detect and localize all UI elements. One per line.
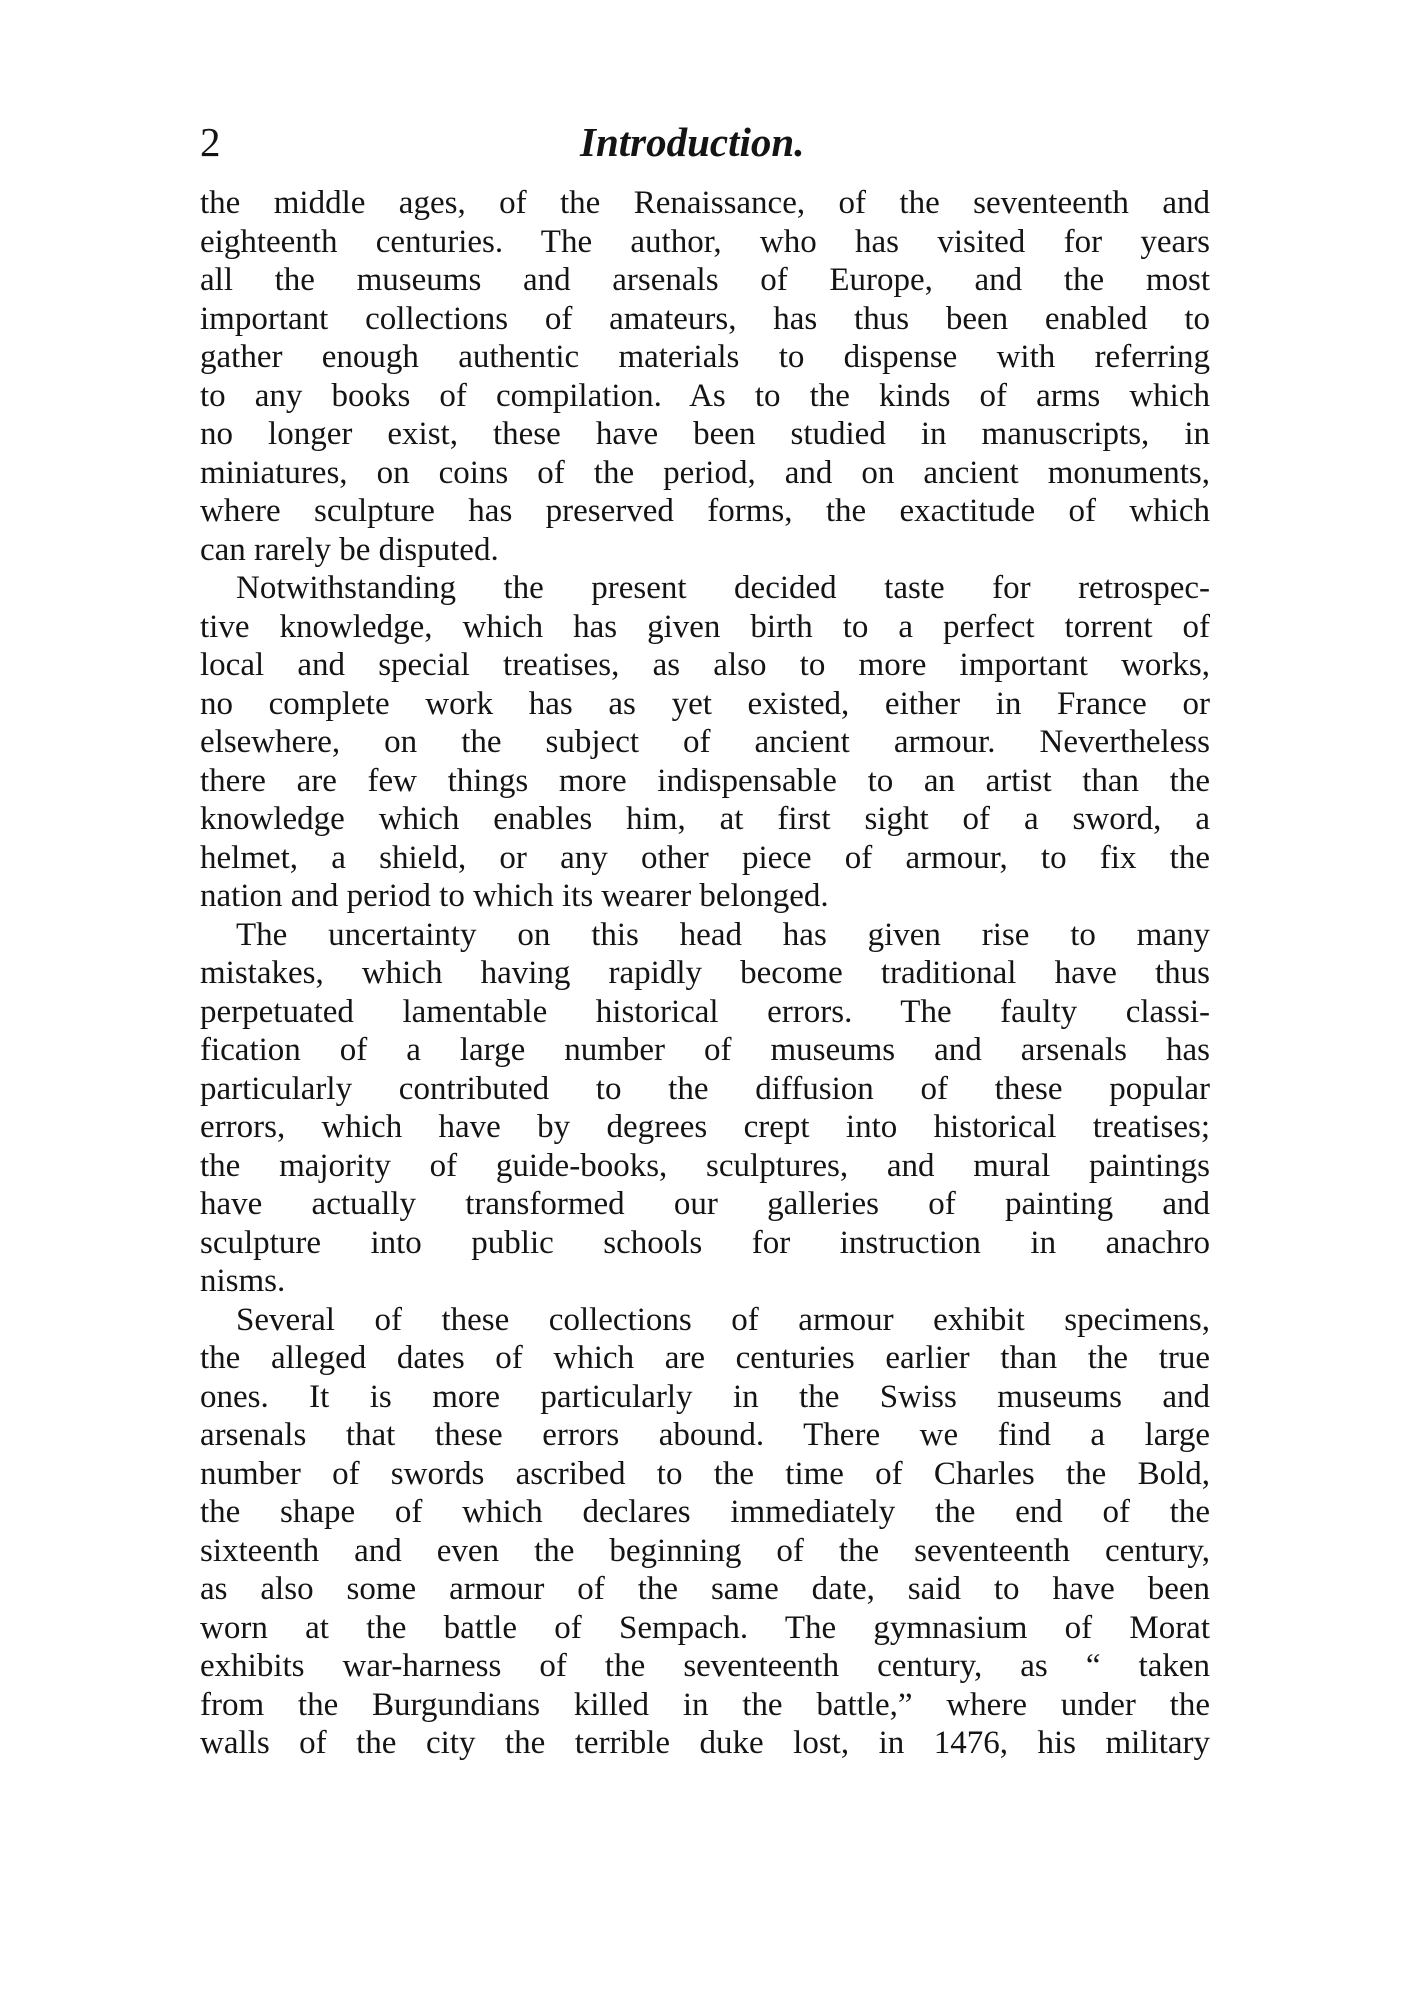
text-line: number of swords ascribed to the time of Charles the Bold,	[200, 1455, 1210, 1492]
text-line: fication of a large number of museums and arsenals has	[200, 1032, 1210, 1068]
text-line: important collections of amateurs, has thus been enabled to	[200, 300, 1210, 337]
text-line: all the museums and arsenals of Europe, and the most	[200, 262, 1210, 298]
text-line: gather enough authentic materials to dispense with referring	[200, 339, 1210, 375]
text-line: arsenals that these errors abound. There we find a large	[200, 1417, 1210, 1453]
text-line: Several of these collections of armour exhibit specimens,	[236, 1301, 1210, 1338]
text-line: local and special treatises, as also to more important works,	[200, 647, 1210, 683]
text-line: elsewhere, on the subject of ancient armour. Nevertheless	[200, 724, 1210, 760]
text-line: the shape of which declares immediately the end of the	[200, 1494, 1210, 1530]
text-line: miniatures, on coins of the period, and on ancient monuments,	[200, 454, 1210, 491]
text-line: particularly contributed to the diffusion of these popular	[200, 1070, 1210, 1107]
text-line: walls of the city the terrible duke lost, in 1476, his military	[200, 1725, 1210, 1761]
text-line: where sculpture has preserved forms, the exactitude of which	[200, 493, 1210, 529]
text-line: the middle ages, of the Renaissance, of the seventeenth and	[200, 185, 1210, 221]
body-text	[200, 184, 1210, 1763]
text-line: Notwithstanding the present decided taste for retrospec-	[236, 570, 1210, 606]
paragraph-1	[200, 184, 1210, 569]
running-head-title: Introduction.	[580, 119, 805, 165]
text-line: eighteenth centuries. The author, who has visited for years	[200, 223, 1210, 260]
text-line: no complete work has as yet existed, either in France or	[200, 685, 1210, 722]
text-line: the majority of guide-books, sculptures, and mural paintings	[200, 1147, 1210, 1184]
page-number: 2	[200, 119, 221, 165]
paragraph-4	[200, 1301, 1210, 1763]
text-line: can rarely be disputed.	[200, 531, 499, 568]
text-line: The uncertainty on this head has given rise to many	[236, 916, 1210, 953]
text-line: exhibits war-harness of the seventeenth century, as “ taken	[200, 1648, 1210, 1684]
text-line: to any books of compilation. As to the kinds of arms which	[200, 377, 1210, 414]
text-line: mistakes, which having rapidly become traditional have thus	[200, 955, 1210, 991]
text-line: nisms.	[200, 1263, 286, 1299]
text-line: sixteenth and even the beginning of the seventeenth century,	[200, 1532, 1210, 1569]
paragraph-2	[200, 569, 1210, 916]
text-line: errors, which have by degrees crept into historical treatises;	[200, 1109, 1210, 1145]
text-line: from the Burgundians killed in the battle,” where under the	[200, 1686, 1210, 1723]
text-line: no longer exist, these have been studied in manuscripts, in	[200, 416, 1210, 452]
text-line: the alleged dates of which are centuries earlier than the true	[200, 1340, 1210, 1376]
running-head	[200, 112, 1210, 172]
text-line: ones. It is more particularly in the Swiss museums and	[200, 1378, 1210, 1415]
text-line: have actually transformed our galleries of painting and	[200, 1186, 1210, 1222]
text-line: nation and period to which its wearer belonged.	[200, 878, 829, 914]
text-line: there are few things more indispensable to an artist than the	[200, 762, 1210, 799]
text-line: tive knowledge, which has given birth to a perfect torrent of	[200, 608, 1210, 645]
text-line: knowledge which enables him, at first sight of a sword, a	[200, 801, 1210, 837]
text-line: worn at the battle of Sempach. The gymnasium of Morat	[200, 1609, 1210, 1646]
text-line: as also some armour of the same date, said to have been	[200, 1571, 1210, 1607]
text-line: helmet, a shield, or any other piece of armour, to fix the	[200, 839, 1210, 876]
paragraph-3	[200, 916, 1210, 1301]
text-line: sculpture into public schools for instruction in anachro	[200, 1224, 1210, 1261]
text-line: perpetuated lamentable historical errors. The faulty classi-	[200, 993, 1210, 1030]
